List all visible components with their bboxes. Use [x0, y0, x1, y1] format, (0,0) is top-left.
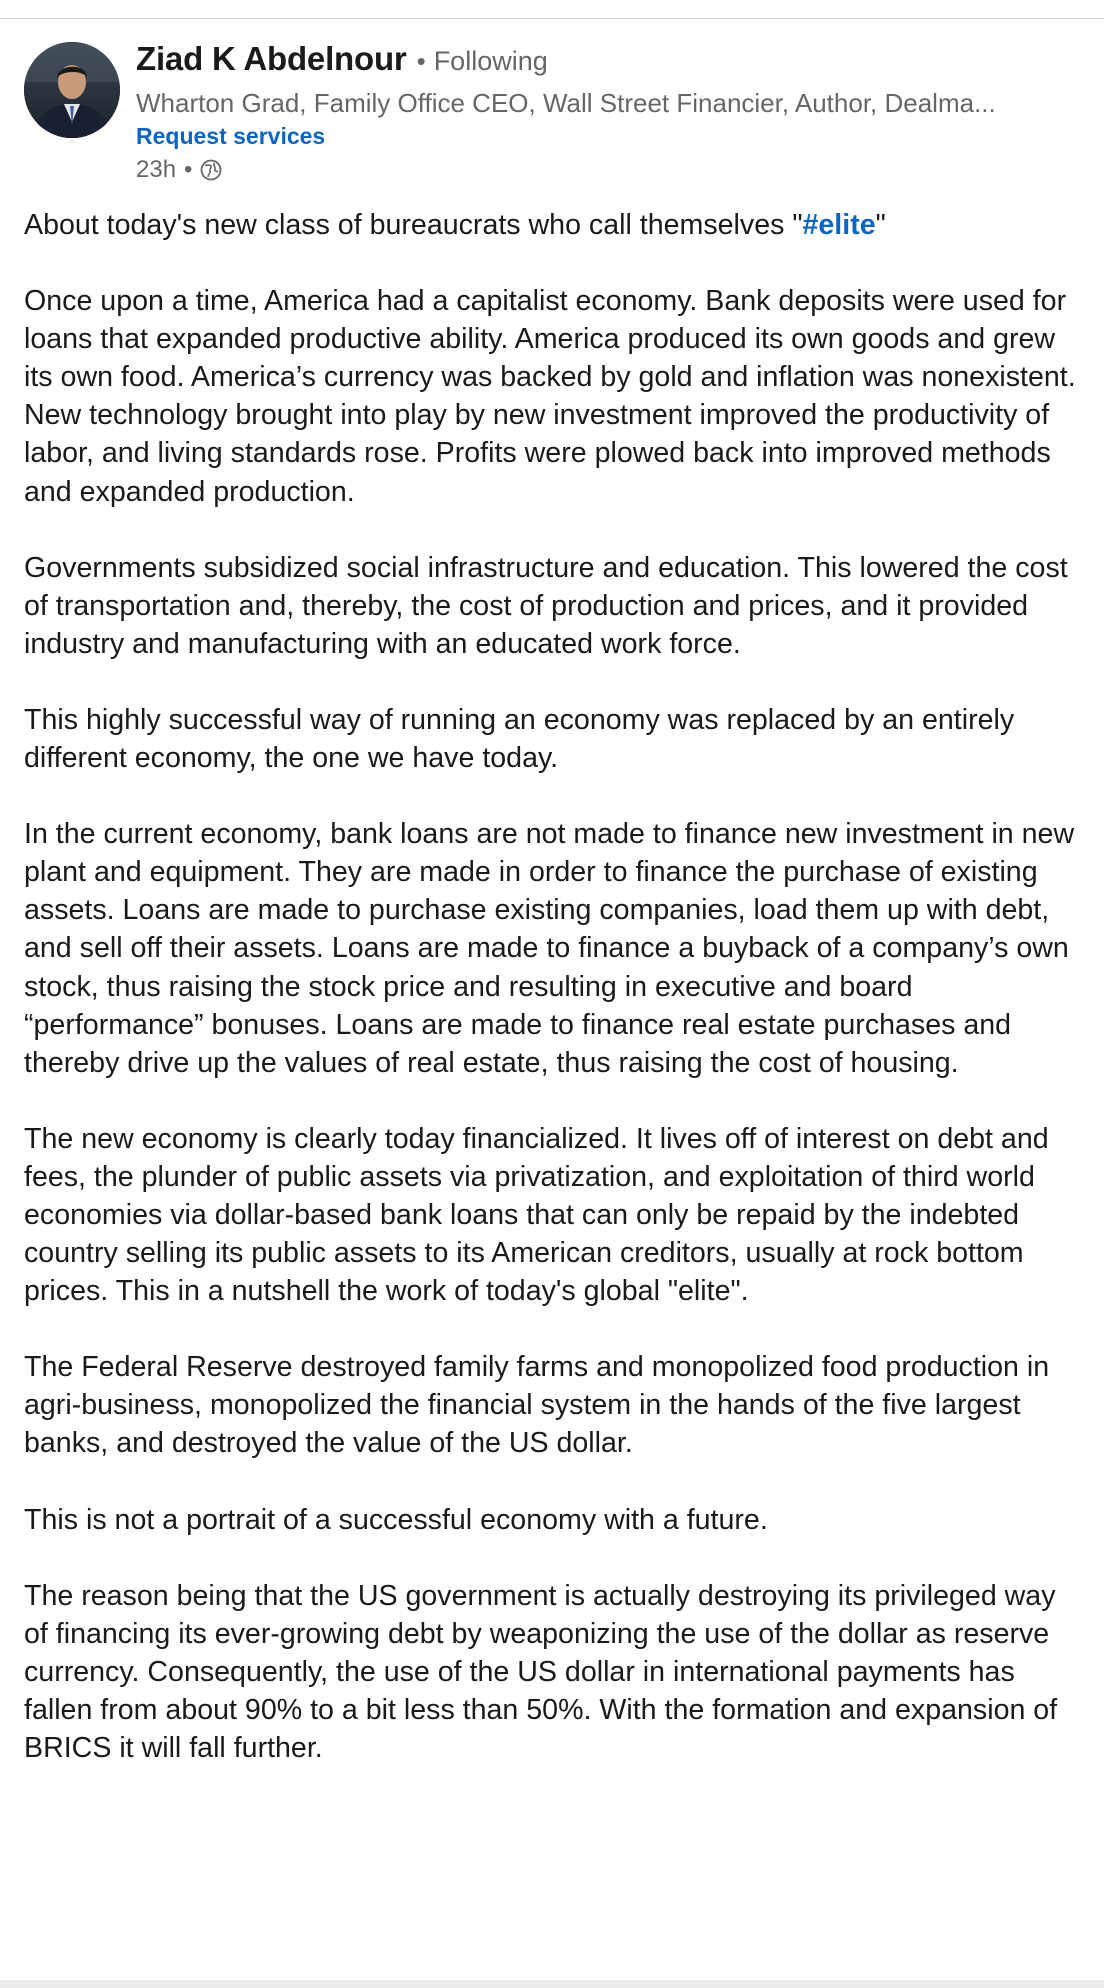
hashtag-link[interactable]: #elite [802, 209, 876, 241]
post-paragraph: The reason being that the US government is actually destroying its privileged way of financing its ever-growing debt by weaponizing the use of the dollar as reserve currency. Consequently, the use of the US dollar in international payments has fallen from about 90% to a bit less than 50%. With the formation and expansion of BRICS it will fall further. [24, 1579, 1058, 1764]
post-paragraph: The Federal Reserve destroyed family farms and monopolized food production in agri-business, monopolized the financial system in the hands of the five largest banks, and destroyed the value of the US dollar. [24, 1351, 1050, 1460]
bottom-divider [0, 1980, 1104, 1988]
avatar[interactable] [24, 42, 120, 138]
post-paragraph: This is not a portrait of a successful economy with a future. [24, 1503, 768, 1536]
follow-status: Following [433, 46, 548, 76]
post-timestamp-row [136, 153, 1084, 187]
post-intro [24, 206, 1086, 244]
author-meta [136, 40, 1084, 187]
intro-text-end: " [875, 209, 886, 241]
request-services-link[interactable]: Request services [136, 123, 326, 149]
globe-icon [200, 159, 222, 181]
top-divider [0, 18, 1104, 19]
author-headline: Wharton Grad, Family Office CEO, Wall Street Financier, Author, Dealma... [136, 88, 996, 118]
post-paragraph: This highly successful way of running an economy was replaced by an entirely different economy, the one we have today. [24, 703, 1015, 775]
post-time: 23h [136, 156, 177, 183]
separator-dot: • [416, 46, 426, 76]
post-header [24, 40, 1084, 183]
name-row [136, 40, 1084, 84]
post-paragraph: The new economy is clearly today financialized. It lives off of interest on debt and fees, the plunder of public assets via privatization, and exploitation of third world economies via dollar-based bank loans that can only be repaid by the indebted country selling its public assets to its American creditors, usually at rock bottom prices. This in a nutshell the work of today's global "elite". [24, 1122, 1049, 1308]
separator-dot: • [184, 156, 193, 183]
post-paragraph: Once upon a time, America had a capitalist economy. Bank deposits were used for loans that expanded productive ability. America produced its own goods and grew its own food. America’s currency was backed by gold and inflation was nonexistent. New technology brought into play by new investment improved the productivity of labor, and living standards rose. Profits were plowed back into improved methods and expanded production. [24, 285, 1076, 508]
post-body [24, 206, 1086, 1805]
post-paragraph: In the current economy, bank loans are not made to finance new investment in new plant and equipment. They are made in order to finance the purchase of existing assets. Loans are made to purchase existing companies, load them up with debt, and sell off their assets. Loans are made to finance a buyback of a company’s own stock, thus raising the stock price and resulting in executive and board “performance” bonuses. Loans are made to finance real estate purchases and thereby drive up the values of real estate, thus raising the cost of housing. [24, 818, 1075, 1079]
intro-text: About today's new class of bureaucrats who call themselves " [24, 209, 803, 241]
author-name[interactable]: Ziad K Abdelnour [136, 40, 407, 77]
post-paragraph: Governments subsidized social infrastructure and education. This lowered the cost of transportation and, thereby, the cost of production and prices, and it provided industry and manufacturing with an educated work force. [24, 551, 1068, 660]
